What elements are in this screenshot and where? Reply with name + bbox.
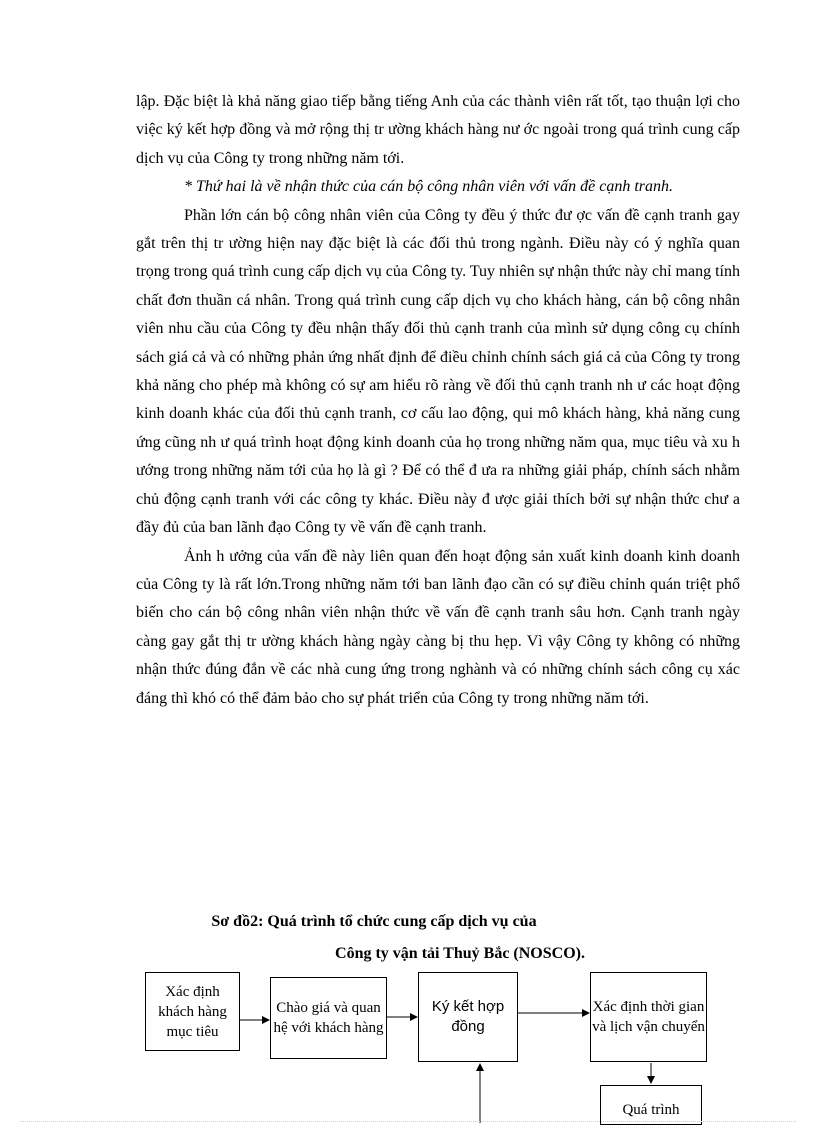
paragraph-1: lập. Đặc biệt là khả năng giao tiếp bằng tiếng Anh của các thành viên rất tốt, tạo thuận lợi cho việc ký kết hợp đồng và mở rộng thị tr ường khách hàng nư ớc ngoài trong quá trình cung cấp dịch vụ của Công ty trong những năm tới. bbox=[136, 93, 740, 167]
diagram-caption-line-2: Công ty vận tải Thuỷ Bắc (NOSCO). bbox=[335, 945, 585, 962]
diagram-box-contract-signing: Ký kết hợp đồng bbox=[418, 972, 518, 1062]
page-bottom-divider bbox=[20, 1121, 796, 1122]
diagram-caption-line-1: Sơ đồ2: Quá trình tổ chức cung cấp dịch vụ của bbox=[211, 913, 537, 930]
diagram-box-quotation: Chào giá và quan hệ với khách hàng bbox=[270, 977, 387, 1059]
diagram-box-target-customers: Xác định khách hàng mục tiêu bbox=[145, 972, 240, 1051]
paragraph-4: Ảnh h ưởng của vấn đề này liên quan đến hoạt động sản xuất kinh doanh kinh doanh của Công ty là rất lớn.Trong những năm tới ban lãnh đạo cần có sự điều chỉnh quán triệt phổ biến cho cán bộ công nhân viên nhận thức về vấn đề cạnh tranh sâu hơn. Cạnh tranh ngày càng gay gắt thị tr ường khách hàng ngày càng bị thu hẹp. Vì vậy Công ty không có những nhận thức đúng đắn về các nhà cung ứng trong nghành và có những chính sách công cụ xác đáng thì khó có thể đảm bảo cho sự phát triển của Công ty trong những năm tới. bbox=[136, 547, 740, 707]
paragraph-3: Phần lớn cán bộ công nhân viên của Công ty đều ý thức đư ợc vấn đề cạnh tranh gay gắt trên thị tr ường hiện nay đặc biệt là các đối thủ trong ngành. Điều này có ý nghĩa quan trọng trong quá trình cung cấp dịch vụ của Công ty. Tuy nhiên sự nhận thức này chỉ mang tính chất đơn thuần cá nhân. Trong quá trình cung cấp dịch vụ cho khách hàng, cán bộ công nhân viên nhu cầu của Công ty đều nhận thấy đối thủ cạnh tranh của mình sử dụng công cụ chính sách giá cả và có những phản ứng nhất định để điều chỉnh chính sách giá cả của Công ty trong khả năng cho phép mà không có sự am hiểu rõ ràng về đối thủ cạnh tranh nh ư các hoạt động kinh doanh khác của đối thủ cạnh tranh, cơ cấu lao động, qui mô khách hàng, khả năng cung ứng cũng nh ư quá trình hoạt động kinh doanh của họ trong những năm qua, mục tiêu và xu h ướng trong những năm tới của họ là gì ? Để có thể đ ưa ra những giải pháp, chính sách nhằm chủ động cạnh tranh với các công ty khác. Điều này đ ược giải thích bởi sự nhận thức chư a đầy đủ của ban lãnh đạo Công ty về vấn đề cạnh tranh. bbox=[136, 206, 740, 537]
diagram-box-schedule: Xác định thời gian và lịch vận chuyển bbox=[590, 972, 707, 1062]
document-body bbox=[136, 88, 740, 713]
diagram-box-process: Quá trình bbox=[600, 1085, 702, 1125]
paragraph-2-heading: * Thứ hai là về nhận thức của cán bộ công nhân viên với vấn đề cạnh tranh. bbox=[184, 178, 674, 196]
